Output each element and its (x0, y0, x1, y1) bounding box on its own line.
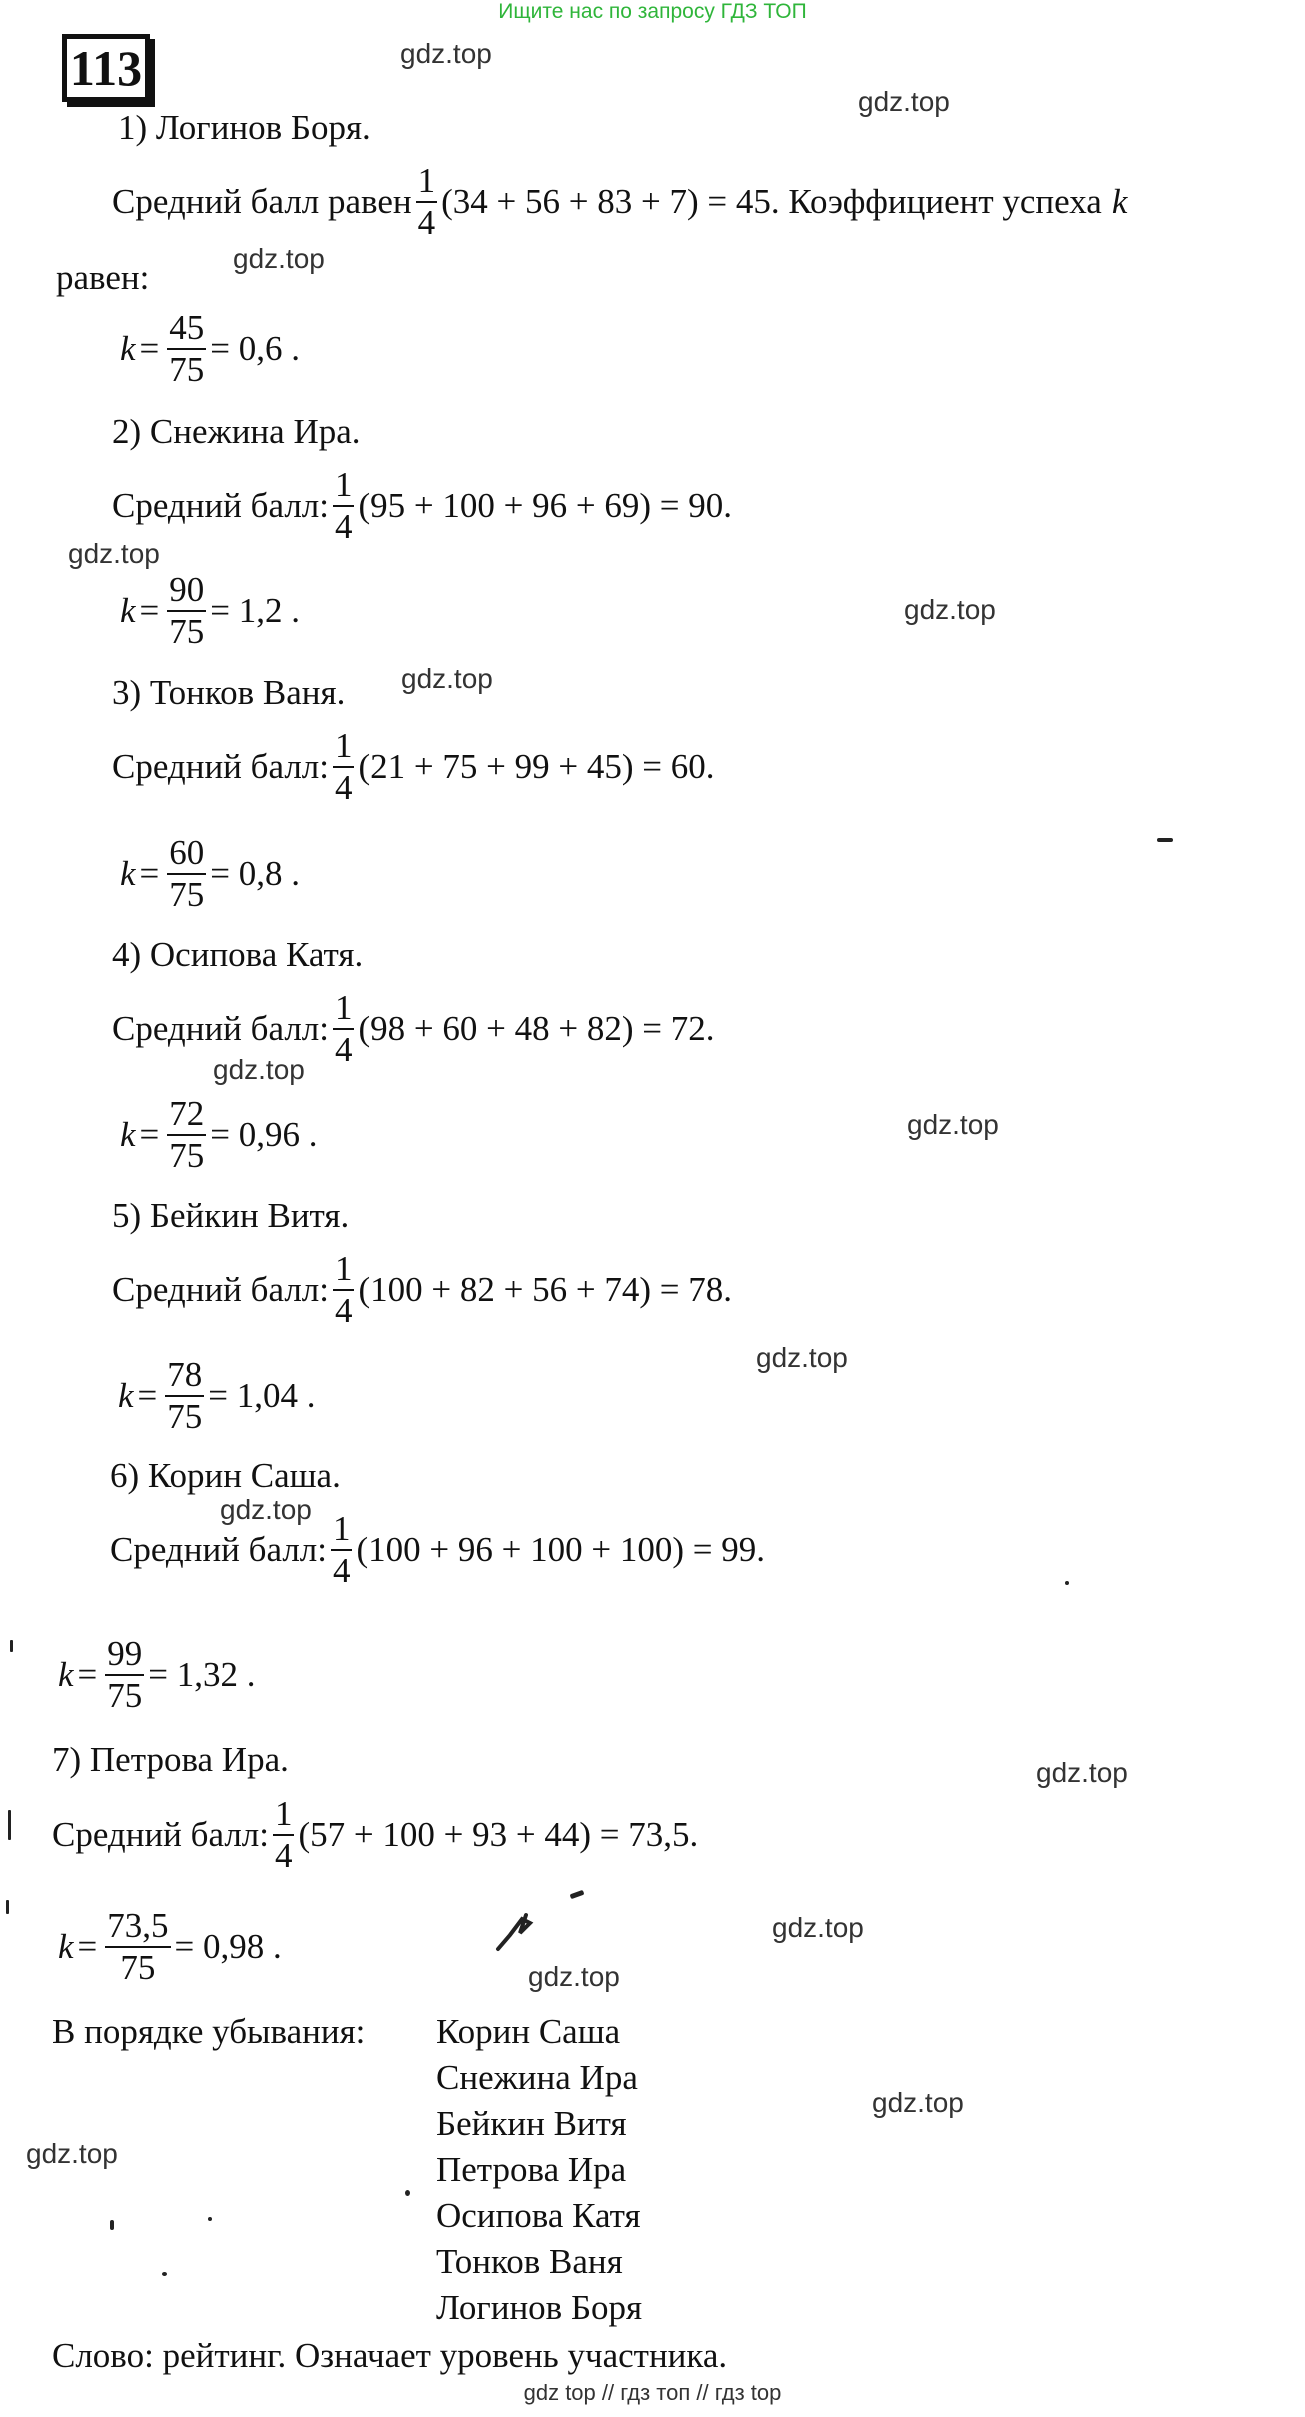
fraction-denominator: 75 (167, 1396, 203, 1436)
average-label: Средний балл: (112, 485, 329, 525)
fraction-numerator: 1 (331, 1511, 353, 1551)
fraction-numerator: 99 (105, 1636, 144, 1676)
coefficient-fraction (167, 572, 206, 649)
watermark: gdz.top (772, 1912, 864, 1943)
coefficient-result: = 0,8 . (210, 853, 301, 893)
watermark: gdz.top (220, 1494, 312, 1525)
coefficient-line (120, 310, 300, 387)
fraction-numerator: 1 (333, 467, 355, 507)
watermark: gdz.top (528, 1961, 620, 1992)
fraction-quarter (273, 1796, 295, 1873)
coefficient-fraction (167, 835, 206, 912)
fraction-denominator: 4 (334, 1290, 353, 1330)
watermark: gdz.top (907, 1109, 999, 1140)
average-expression: (100 + 82 + 56 + 74) = 78. (358, 1269, 732, 1309)
k-variable: k (58, 1926, 74, 1966)
average-expression: (95 + 100 + 96 + 69) = 90. (358, 485, 732, 525)
student-header: 4) Осипова Катя. (112, 935, 364, 974)
watermark: gdz.top (1036, 1757, 1128, 1788)
student-header: 7) Петрова Ира. (52, 1740, 289, 1779)
fraction-quarter (333, 467, 355, 544)
coefficient-line (58, 1636, 256, 1713)
average-line (110, 1511, 765, 1588)
coefficient-line (120, 572, 300, 649)
average-expression: (34 + 56 + 83 + 7) = 45. Коэффициент успеха (441, 181, 1102, 221)
fraction-numerator: 1 (273, 1796, 295, 1836)
watermark: gdz.top (400, 38, 492, 69)
k-variable: k (120, 328, 136, 368)
coefficient-fraction (167, 1096, 206, 1173)
coefficient-line (58, 1908, 282, 1985)
student-header: 6) Корин Саша. (110, 1456, 341, 1495)
k-variable: k (58, 1654, 74, 1694)
watermark: gdz.top (904, 594, 996, 625)
k-variable: k (118, 1375, 134, 1415)
equals-sign: = (139, 1114, 160, 1154)
k-variable: k (120, 1114, 136, 1154)
ranking-item: Тонков Ваня (436, 2242, 623, 2281)
average-line (52, 1796, 698, 1873)
coefficient-line (120, 835, 300, 912)
scan-mark (110, 2220, 114, 2230)
coefficient-result: = 0,98 . (174, 1926, 282, 1966)
coefficient-fraction (105, 1908, 170, 1985)
k-variable: k (120, 590, 136, 630)
fraction-denominator: 75 (107, 1675, 143, 1715)
fraction-denominator: 75 (169, 611, 205, 651)
ranking-item: Снежина Ира (436, 2058, 638, 2097)
equals-sign: = (139, 853, 160, 893)
average-line (112, 728, 715, 805)
average-expression: (21 + 75 + 99 + 45) = 60. (358, 746, 715, 786)
ranking-item: Бейкин Витя (436, 2104, 627, 2143)
top-banner-link[interactable]: Ищите нас по запросу ГДЗ ТОП (498, 0, 807, 23)
fraction-numerator: 78 (165, 1357, 204, 1397)
equals-sign: = (139, 328, 160, 368)
scan-mark (570, 1890, 585, 1899)
fraction-denominator: 75 (169, 1135, 205, 1175)
fraction-quarter (416, 163, 438, 240)
ranking-label: В порядке убывания: (52, 2012, 366, 2051)
average-line (112, 163, 1127, 240)
average-label: Средний балл: (112, 746, 329, 786)
equals-sign: = (137, 1375, 158, 1415)
student-header: 5) Бейкин Витя. (112, 1196, 350, 1235)
fraction-numerator: 73,5 (105, 1908, 170, 1948)
k-variable: k (1111, 181, 1128, 221)
fraction-denominator: 4 (417, 202, 436, 242)
coefficient-line (120, 1096, 318, 1173)
coefficient-fraction (167, 310, 206, 387)
scan-mark (8, 1810, 11, 1840)
scan-mark (10, 1640, 13, 1652)
average-label: Средний балл: (112, 1008, 329, 1048)
fraction-numerator: 1 (333, 728, 355, 768)
ranking-item: Петрова Ира (436, 2150, 627, 2189)
average-label: Средний балл: (52, 1814, 269, 1854)
fraction-denominator: 4 (334, 1029, 353, 1069)
fraction-numerator: 1 (333, 990, 355, 1030)
student-header: 2) Снежина Ира. (112, 412, 361, 451)
ranking-item: Осипова Катя (436, 2196, 641, 2235)
conclusion-text: Слово: рейтинг. Означает уровень участника. (52, 2336, 728, 2375)
equals-sign: = (77, 1654, 98, 1694)
average-expression: (57 + 100 + 93 + 44) = 73,5. (298, 1814, 699, 1854)
watermark: gdz.top (401, 663, 493, 694)
scan-mark (490, 1905, 540, 1955)
footer-links[interactable]: gdz top // гдз топ // гдз top (523, 2380, 782, 2405)
fraction-denominator: 75 (169, 349, 205, 389)
coefficient-result: = 1,2 . (210, 590, 301, 630)
fraction-numerator: 1 (333, 1251, 355, 1291)
scan-mark (1157, 838, 1173, 842)
watermark: gdz.top (233, 243, 325, 274)
ranking-item: Логинов Боря (436, 2288, 643, 2327)
average-line (112, 990, 715, 1067)
average-label: Средний балл: (110, 1529, 327, 1569)
fraction-quarter (331, 1511, 353, 1588)
fraction-numerator: 72 (167, 1096, 206, 1136)
scan-mark (208, 2217, 212, 2221)
average-expression: (98 + 60 + 48 + 82) = 72. (358, 1008, 715, 1048)
watermark: gdz.top (68, 538, 160, 569)
average-label: Средний балл: (112, 1269, 329, 1309)
average-line (112, 1251, 732, 1328)
watermark: gdz.top (756, 1342, 848, 1373)
scan-mark (1065, 1581, 1069, 1585)
fraction-numerator: 60 (167, 835, 206, 875)
fraction-denominator: 4 (332, 1550, 351, 1590)
coefficient-fraction (105, 1636, 144, 1713)
fraction-numerator: 45 (167, 310, 206, 350)
student-header: 3) Тонков Ваня. (112, 673, 346, 712)
equals-sign: = (139, 590, 160, 630)
average-expression: (100 + 96 + 100 + 100) = 99. (356, 1529, 765, 1569)
watermark: gdz.top (858, 86, 950, 117)
fraction-numerator: 1 (416, 163, 438, 203)
fraction-denominator: 4 (274, 1835, 293, 1875)
coefficient-result: = 1,32 . (148, 1654, 256, 1694)
fraction-denominator: 75 (169, 874, 205, 914)
fraction-denominator: 4 (334, 767, 353, 807)
problem-number: 113 (62, 34, 150, 102)
coefficient-result: = 0,96 . (210, 1114, 318, 1154)
fraction-denominator: 75 (120, 1947, 156, 1987)
coefficient-fraction (165, 1357, 204, 1434)
fraction-quarter (333, 728, 355, 805)
coefficient-line (118, 1357, 316, 1434)
scan-mark (405, 2190, 410, 2196)
scan-mark (162, 2272, 167, 2276)
fraction-quarter (333, 990, 355, 1067)
equals-sign: = (77, 1926, 98, 1966)
watermark: gdz.top (872, 2087, 964, 2118)
student-header: 1) Логинов Боря. (118, 108, 371, 147)
coefficient-result: = 1,04 . (208, 1375, 316, 1415)
fraction-quarter (333, 1251, 355, 1328)
fraction-numerator: 90 (167, 572, 206, 612)
watermark: gdz.top (213, 1054, 305, 1085)
watermark: gdz.top (26, 2138, 118, 2169)
average-line (112, 467, 732, 544)
scan-mark (6, 1900, 9, 1914)
k-variable: k (120, 853, 136, 893)
fraction-denominator: 4 (334, 506, 353, 546)
coefficient-result: = 0,6 . (210, 328, 301, 368)
text-continuation: равен: (56, 258, 150, 297)
ranking-item: Корин Саша (436, 2012, 621, 2051)
average-label: Средний балл равен (112, 181, 412, 221)
